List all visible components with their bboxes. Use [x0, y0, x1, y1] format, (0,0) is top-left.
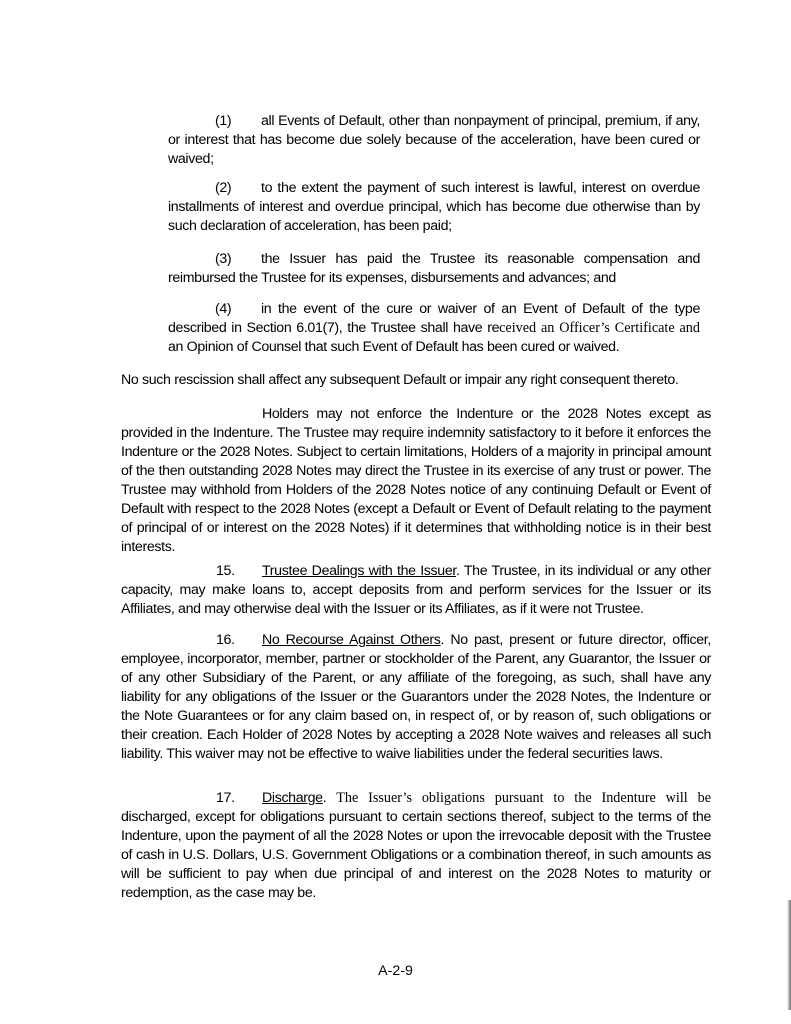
list-item-number: (4): [215, 301, 232, 317]
list-item-number: (2): [215, 180, 232, 196]
list-item-text: an Opinion of Counsel that such Event of Default has been cured or waived.: [168, 339, 620, 355]
paragraph-text: Holders may not enforce the Indenture or the 2028 Notes except as provided in the Indenture. The Trustee may require indemnity satisfactory to it before it enforces the Indenture or the 2028 Notes. Subject to certain limitations, Holders of a majority in principal amount of the then outstanding 2028 Notes may direct the Trustee in its exercise of any trust or power. The Trustee may withhold from Holders of the 2028 Notes notice of any continuing Default or Event of Default with respect to the 2028 Notes (except a Default or Event of Default relating to the payment of principal of or interest on the 2028 Notes) if it determines that withholding notice is in their best interests.: [121, 406, 711, 555]
holders-paragraph: [121, 405, 711, 557]
section-number: 15.: [216, 563, 235, 579]
list-item-2: [168, 179, 700, 236]
section-text: discharged, except for obligations pursuant to certain sections thereof, subject to the terms of the Indenture, upon the payment of all the 2028 Notes or upon the irrevocable deposit with the Trustee of cash in U.S. Dollars, U.S. Government Obligations or a combination thereof, in such amounts as will be sufficient to pay when due principal of and interest on the 2028 Notes to maturity or redemption, as the case may be.: [121, 809, 711, 901]
list-item-text-serif: ceived an Officer’s Certificate and: [499, 320, 700, 336]
section-17: [121, 789, 711, 903]
section-16: [121, 631, 711, 764]
list-item-number: (3): [215, 251, 232, 267]
page-number: A-2-9: [378, 963, 413, 979]
list-item-text: to the extent the payment of such interest is lawful, interest on overdue installments of interest and overdue principal, which has become due otherwise than by such declaration of acceleration, has been paid;: [168, 180, 700, 234]
list-item-number: (1): [215, 113, 232, 129]
section-text: . No past, present or future director, officer, employee, incorporator, member, partner or stockholder of the Parent, any Guarantor, the Issuer or of any other Subsidiary of the Parent, or any affiliate of the foregoing, as such, shall have any liability for any obligations of the Issuer or the Guarantors under the 2028 Notes, the Indenture or the Note Guarantees or for any claim based on, in respect of, or by reason of, such obligations or their creation. Each Holder of 2028 Notes by accepting a 2028 Note waives and releases all such liability. This waiver may not be effective to waive liabilities under the federal securities laws.: [121, 632, 711, 762]
list-item-3: [168, 250, 700, 288]
rescission-sentence: No such rescission shall affect any subsequent Default or impair any right consequent thereto.: [121, 372, 679, 388]
section-text: . The Trustee, in its individual or any other capacity, may make loans to, accept deposits from and perform services for the Issuer or its Affiliates, and may otherwise deal with the Issuer or its Affiliates, as if it were not Trustee.: [121, 563, 711, 617]
section-number: 16.: [216, 632, 235, 648]
section-heading: No Recourse Against Others: [262, 632, 441, 648]
list-item-text: all Events of Default, other than nonpayment of principal, premium, if any, or interest that has become due solely because of the acceleration, have been cured or waived;: [168, 113, 700, 167]
list-item-text: in the event of the cure or waiver of an Event of Default of the type described in Section 6.01(7), the Trustee shall have re: [168, 301, 700, 336]
section-15: [121, 562, 711, 619]
section-heading: Discharge: [262, 790, 323, 806]
list-item-4: [168, 300, 700, 357]
section-number: 17.: [216, 790, 235, 806]
section-heading: Trustee Dealings with the Issuer: [262, 563, 456, 579]
scan-edge-shadow: [787, 900, 791, 1010]
list-item-1: [168, 112, 700, 169]
list-item-text: the Issuer has paid the Trustee its reasonable compensation and reimbursed the Trustee for its expenses, disbursements and advances; and: [168, 251, 700, 286]
section-text-serif: The Issuer’s obligations pursuant to the Indenture will be: [336, 790, 711, 806]
section-text: .: [322, 790, 337, 806]
